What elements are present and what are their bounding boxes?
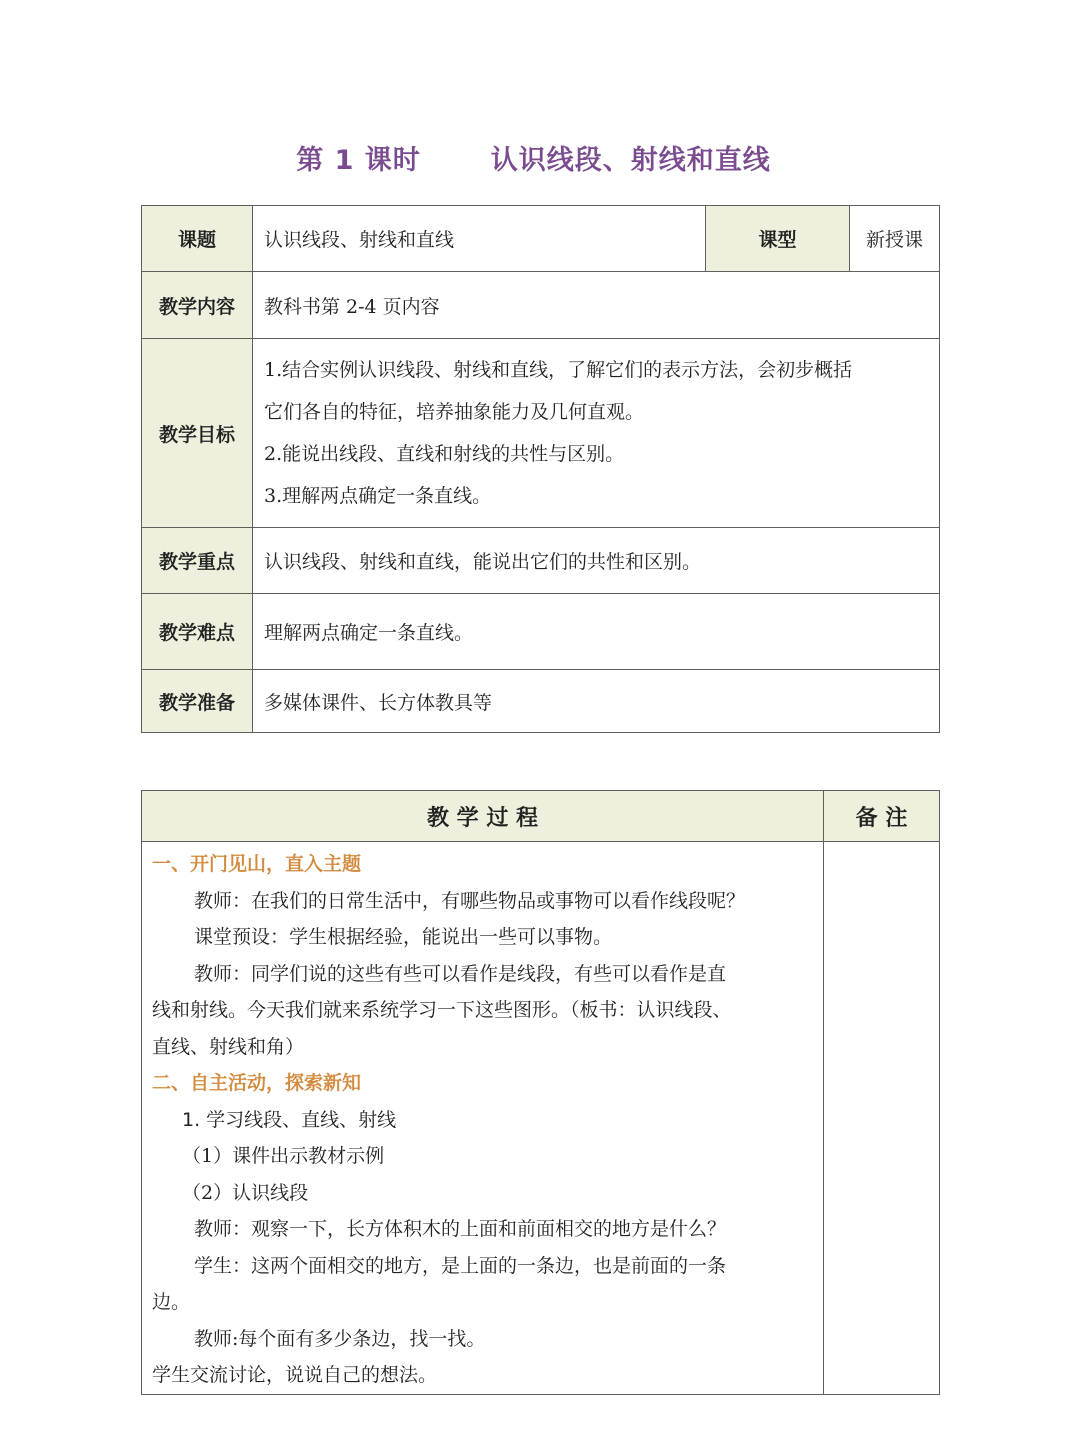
goal-line: 它们各自的特征，培养抽象能力及几何直观。	[264, 401, 645, 423]
paragraph: 直线、射线和角）	[152, 1035, 305, 1058]
paragraph: 教师:每个面有多少条边，找一找。	[194, 1327, 486, 1350]
difficulty-label: 教学难点	[142, 594, 253, 670]
goal-line: 3.理解两点确定一条直线。	[264, 485, 492, 507]
goal-line: 1.结合实例认识线段、射线和直线，了解它们的表示方法，会初步概括	[264, 359, 853, 381]
paragraph: 线和射线。今天我们就来系统学习一下这些图形。（板书：认识线段、	[152, 999, 732, 1021]
notes-column	[824, 842, 940, 1395]
section-heading: 一、开门见山，直入主题	[152, 853, 362, 875]
paragraph: 课堂预设：学生根据经验，能说出一些可以事物。	[194, 926, 613, 948]
section-heading: 二、自主活动，探索新知	[152, 1072, 362, 1094]
paragraph: 学生交流讨论，说说自己的想法。	[152, 1364, 438, 1386]
paragraph: 教师：在我们的日常生活中，有哪些物品或事物可以看作线段呢？	[194, 889, 746, 912]
difficulty-value: 理解两点确定一条直线。	[253, 594, 940, 670]
prep-label: 教学准备	[142, 670, 253, 733]
page-title	[0, 138, 1067, 177]
process-content	[142, 842, 824, 1395]
key-value: 认识线段、射线和直线，能说出它们的共性和区别。	[253, 528, 940, 594]
content-label: 教学内容	[142, 272, 253, 339]
type-label: 课型	[706, 206, 850, 272]
process-header: 教 学 过 程	[142, 791, 824, 842]
lesson-info-table	[141, 205, 940, 733]
teaching-process-table	[141, 790, 940, 1395]
notes-header: 备 注	[824, 791, 940, 842]
type-value: 新授课	[850, 206, 940, 272]
key-label: 教学重点	[142, 528, 253, 594]
paragraph: 学生：这两个面相交的地方，是上面的一条边，也是前面的一条	[194, 1254, 727, 1277]
prep-value: 多媒体课件、长方体教具等	[253, 670, 940, 733]
goal-line: 2.能说出线段、直线和射线的共性与区别。	[264, 443, 625, 465]
paragraph: 教师：同学们说的这些有些可以看作是线段，有些可以看作是直	[194, 962, 727, 985]
content-value: 教科书第 2-4 页内容	[253, 272, 940, 339]
subheading: 1. 学习线段、直线、射线	[182, 1108, 397, 1131]
goals-cell	[253, 339, 940, 528]
paragraph: （2）认识线段	[182, 1181, 309, 1204]
paragraph: 教师：观察一下，长方体积木的上面和前面相交的地方是什么？	[194, 1218, 727, 1240]
topic-value: 认识线段、射线和直线	[253, 206, 706, 272]
lesson-name: 认识线段、射线和直线	[490, 145, 771, 176]
topic-label: 课题	[142, 206, 253, 272]
goals-label: 教学目标	[142, 339, 253, 528]
paragraph: 边。	[152, 1291, 191, 1313]
paragraph: （1）课件出示教材示例	[182, 1145, 385, 1167]
lesson-number: 第 1 课时	[296, 145, 421, 176]
